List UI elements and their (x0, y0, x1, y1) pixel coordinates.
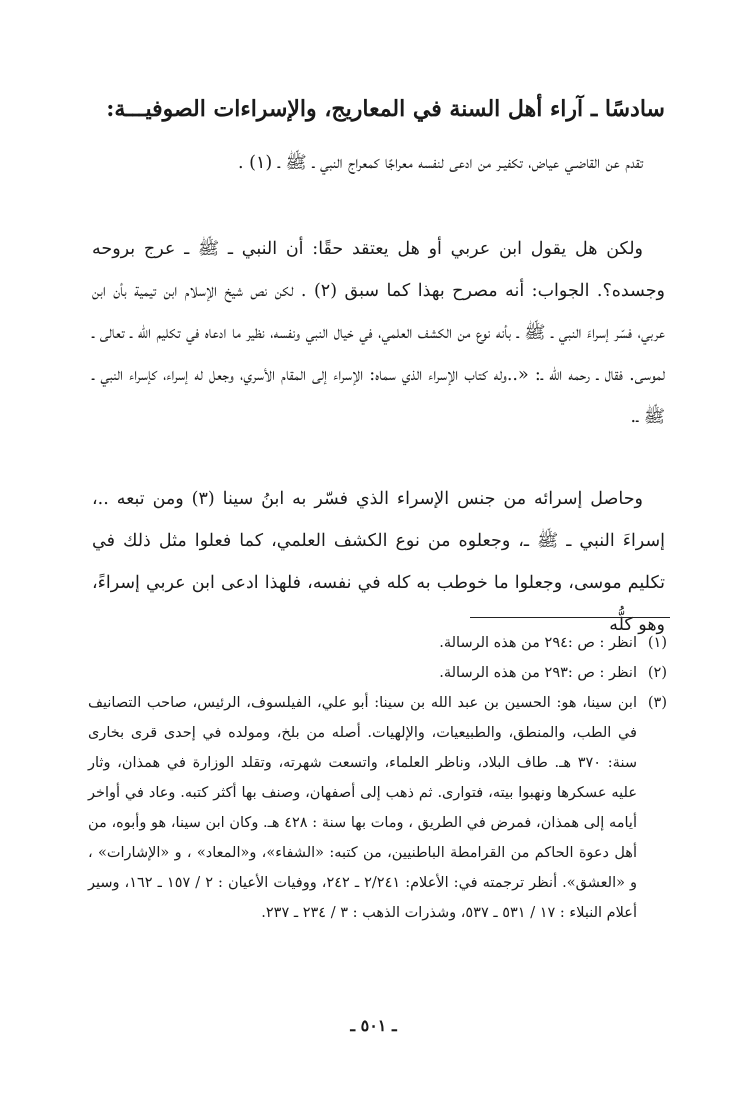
footnote-3 (88, 688, 667, 928)
footnote-text: ابن سينا، هو: الحسين بن عبد الله بن سينا: أبو علي، الفيلسوف، الرئيس، صاحب التصانيف في الطب، والمنطق، والطبيعيات، والإلهيات. أصله من بلخ، ومولده في إحدى قرى بخارى سنة: ٣٧٠ هـ. طاف البلاد، وناظر العلماء، واتسعت شهرته، وتقلد الوزارة في همذان، وثار عليه عسكرها ونهبوا بيته، فتوارى. ثم ذهب إلى أصفهان، وصنف بها أكثر كتبه. وعاد في أواخر أيامه إلى همذان، فمرض في الطريق ، ومات بها سنة : ٤٢٨ هـ. وكان ابن سينا، هو وأبوه، من أهل دعوة الحاكم من القرامطة الباطنيين، من كتبه: «الشفاء»، و«المعاد» ، و «الإشارات» ، و «العشق». أنظر ترجمته في: الأعلام: ٢/٢٤١ ـ ٢٤٢، ووفيات الأعيان : ٢ / ١٥٧ ـ ١٦٢، وسير أعلام النبلاء : ١٧ / ٥٣١ ـ ٥٣٧، وشذرات الذهب : ٣ / ٢٣٤ ـ ٢٣٧. (88, 695, 637, 921)
footnote-number: (٣) (647, 695, 667, 711)
paragraph-1: تقدم عن القاضـي عياض، تكفيـر من ادعى لنفسه معراجًا كمعراج النبي ـ ﷺ ـ (١) . (238, 153, 643, 173)
footnote-text: انظر : ص :٢٩٤ من هذه الرسالة. (439, 635, 637, 651)
footnote-number: (١) (647, 635, 667, 651)
paragraph-2: ولكن هل يقول ابن عربي أو هل يعتقد حقًا: أن النبي ـ ﷺ ـ عرج بروحه وجسده؟. الجواب: أنه مصرح بهذا كما سبق (٢) . لكن نص شيخ الإسلام ابن تيمية بأن ابن عربي، فسّر إسراءَ النبي ـ ﷺ ـ بأنه نوع من الكشف العلمي، في خيال النبي ونفسه، نظير ما ادعاه في تكليم الله ـ تعالى ـ لموسى. فقال ـ رحمه الله ـ: «..وله كتاب الإسراء الذي سماه: الإسراء إلى المقام الأسري، وجعل له إسراء، كإسراء النبي ـ ﷺ ـ. (92, 239, 665, 427)
section-heading: سادسًا ـ آراء أهل السنة في المعاريج، والإسراءات الصوفيـــة: (106, 96, 665, 122)
footnote-1 (88, 628, 667, 658)
footnote-separator (470, 617, 670, 618)
page-number: ـ ٥٠١ ـ (350, 1016, 397, 1035)
footnote-number: (٢) (647, 665, 667, 681)
paragraph-3: وحاصل إسرائه من جنس الإسراء الذي فسّر به ابنُ سينا (٣) ومن تبعه ..، إسراءَ النبي ـ ﷺ ـ، وجعلوه من نوع الكشف العلمي، كما فعلوا مثل ذلك في تكليم موسى، وجعلوا ما خوطب به كله في نفسه، فلهذا ادعى ابن عربي إسراءً، وهو كلُّه (92, 489, 665, 635)
footnotes (88, 628, 667, 928)
footnote-2 (88, 658, 667, 688)
footnote-text: انظر : ص :٢٩٣ من هذه الرسالة. (439, 665, 637, 681)
